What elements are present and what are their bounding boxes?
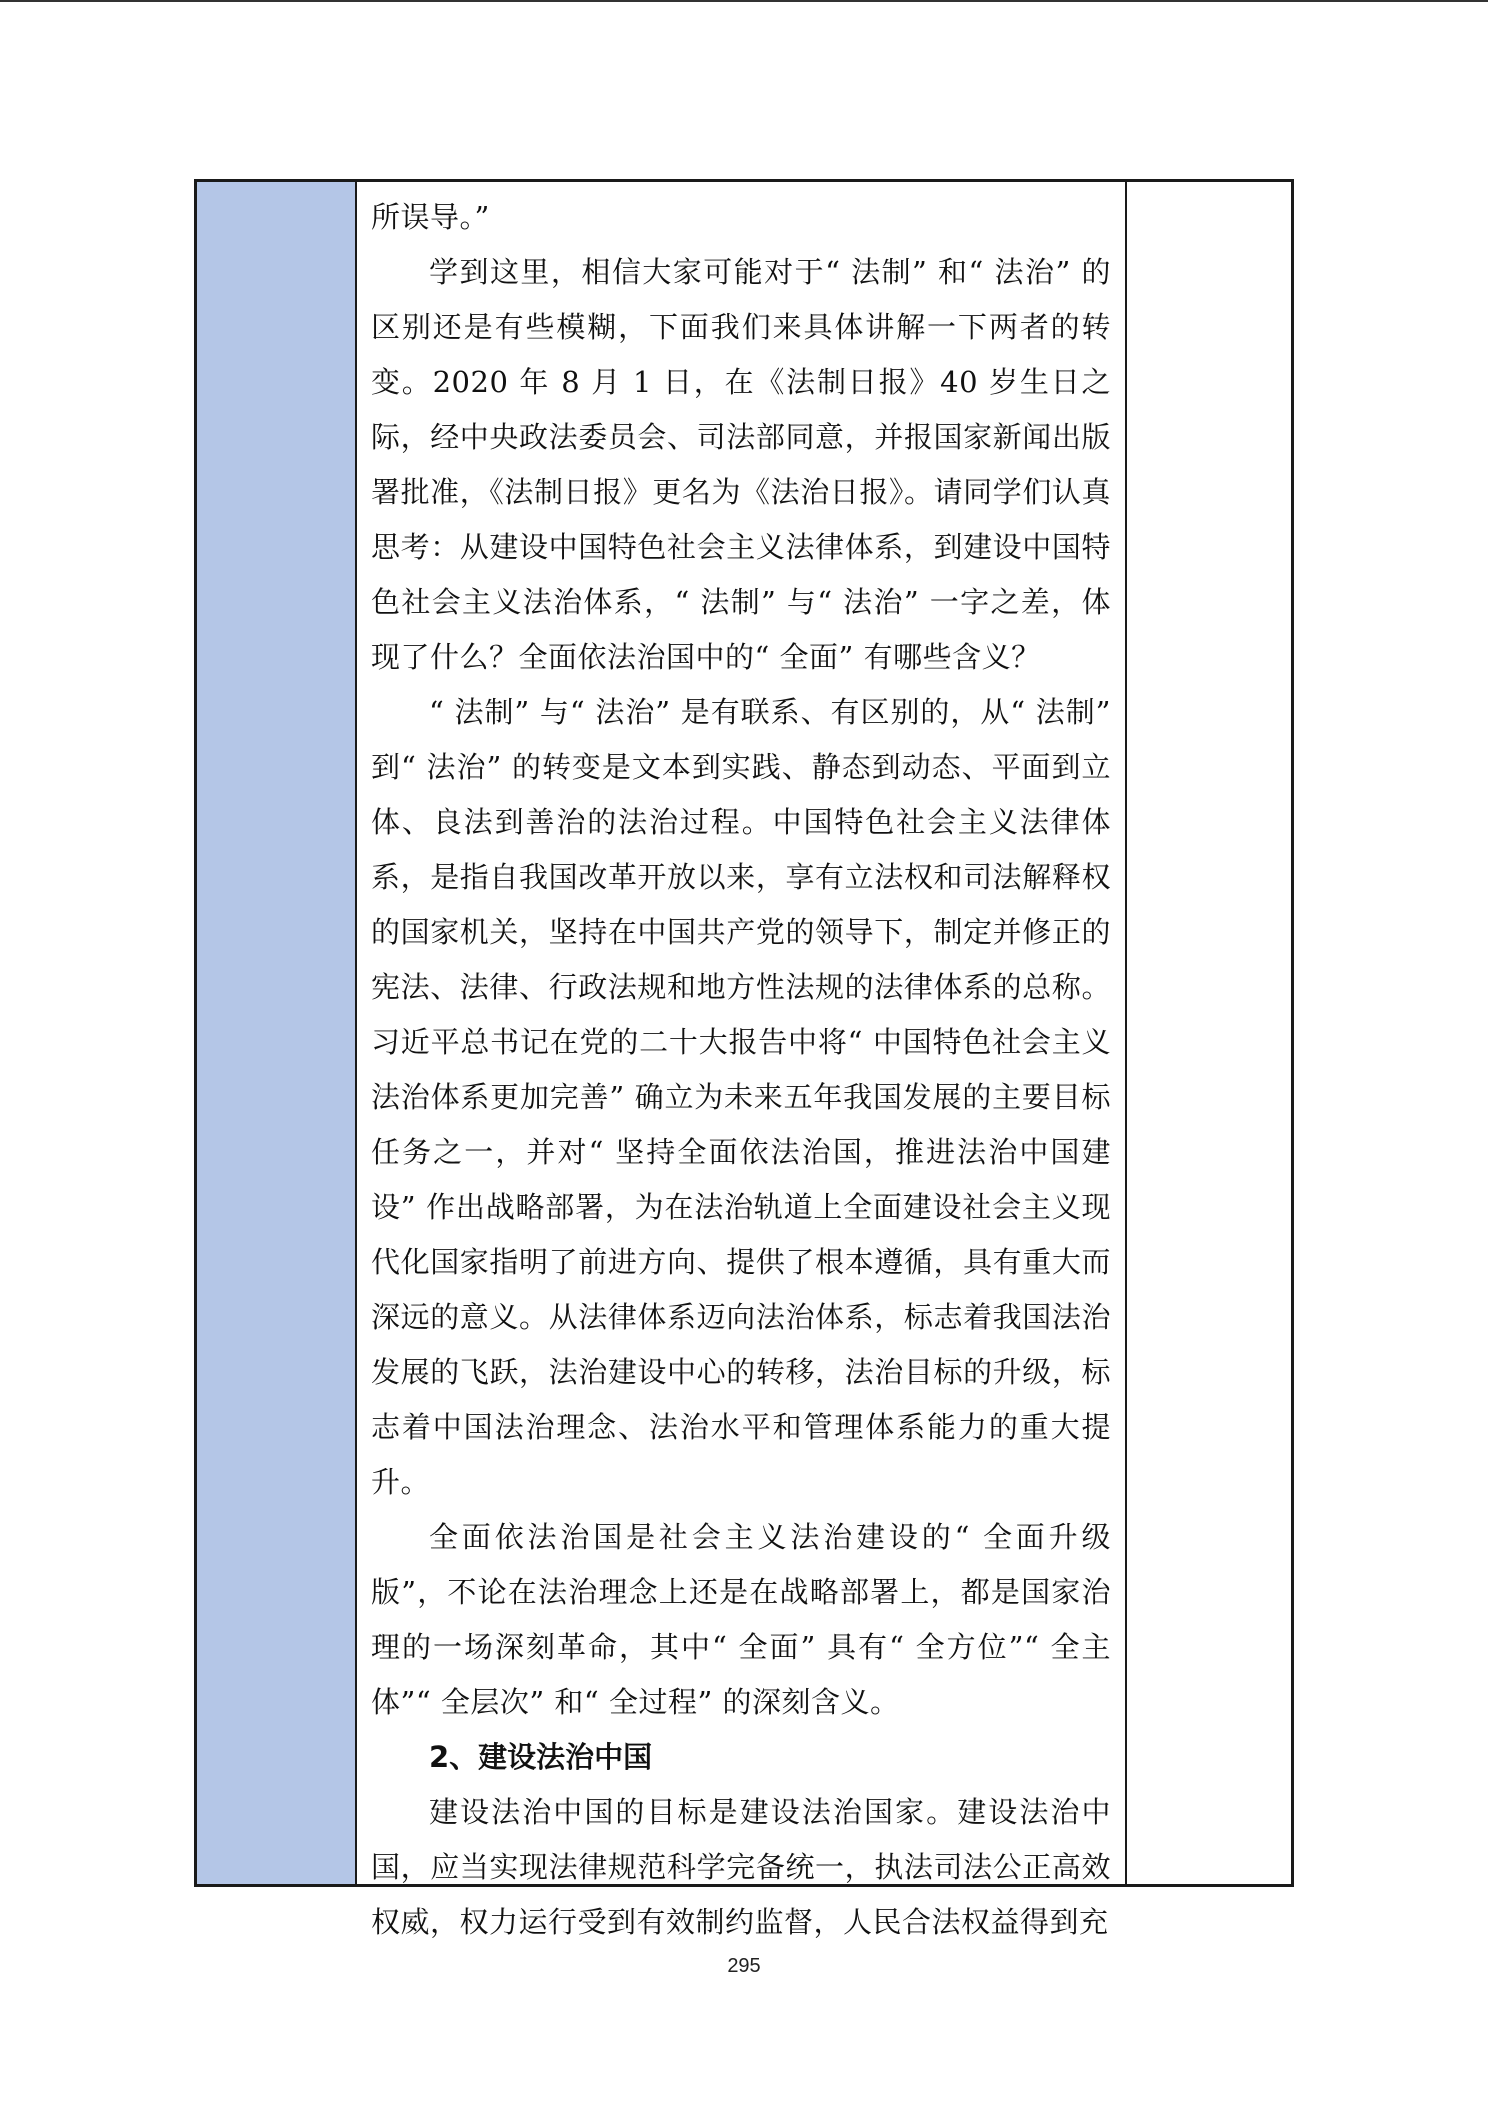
paragraph-goal: 建设法治中国的目标是建设法治国家。建设法治中国，应当实现法律规范科学完备统一，执法司法公正高效权威，权力运行受到有效制约监督，人民合法权益得到充 (371, 1795, 1111, 1939)
section-heading: 2、建设法治中国 (429, 1740, 653, 1774)
content-table (194, 179, 1294, 1939)
empty-right-column (1127, 182, 1291, 1884)
paragraph-continuation: 所误导。” (371, 200, 490, 234)
paragraph-explanation: “ 法制” 与“ 法治” 是有联系、有区别的，从“ 法制” 到“ 法治” 的转变是文本到实践、静态到动态、平面到立体、良法到善治的法治过程。中国特色社会主义法律体系，是指自我国改革开放以来，享有立法权和司法解释权的国家机关，坚持在中国共产党的领导下，制定并修正的宪法、法律、行政法规和地方性法规的法律体系的总称。习近平总书记在党的二十大报告中将“ 中国特色社会主义法治体系更加完善” 确立为未来五年我国发展的主要目标任务之一，并对“ 坚持全面依法治国，推进法治中国建设” 作出战略部署，为在法治轨道上全面建设社会主义现代化国家指明了前进方向、提供了根本遵循，具有重大而深远的意义。从法律体系迈向法治体系，标志着我国法治发展的飞跃，法治建设中心的转移，法治目标的升级，标志着中国法治理念、法治水平和管理体系能力的重大提升。 (371, 695, 1111, 1499)
paragraph-question: 学到这里，相信大家可能对于“ 法制” 和“ 法治” 的区别还是有些模糊，下面我们来具体讲解一下两者的转变。2020 年 8 月 1 日，在《法制日报》40 岁生日之际，经中央政法委员会、司法部同意，并报国家新闻出版署批准，《法制日报》更名为《法治日报》。请同学们认真思考：从建设中国特色社会主义法律体系，到建设中国特色社会主义法治体系，“ 法制” 与“ 法治” 一字之差，体现了什么？全面依法治国中的“ 全面” 有哪些含义？ (371, 255, 1111, 674)
text-column (357, 182, 1127, 1939)
page-number: 295 (727, 1955, 761, 1977)
shaded-left-column (197, 182, 357, 1884)
top-border-rule (0, 0, 1488, 2)
paragraph-comprehensive: 全面依法治国是社会主义法治建设的“ 全面升级版”，不论在法治理念上还是在战略部署上，都是国家治理的一场深刻革命，其中“ 全面” 具有“ 全方位”“ 全主体”“ 全层次” 和“ 全过程” 的深刻含义。 (371, 1520, 1111, 1719)
